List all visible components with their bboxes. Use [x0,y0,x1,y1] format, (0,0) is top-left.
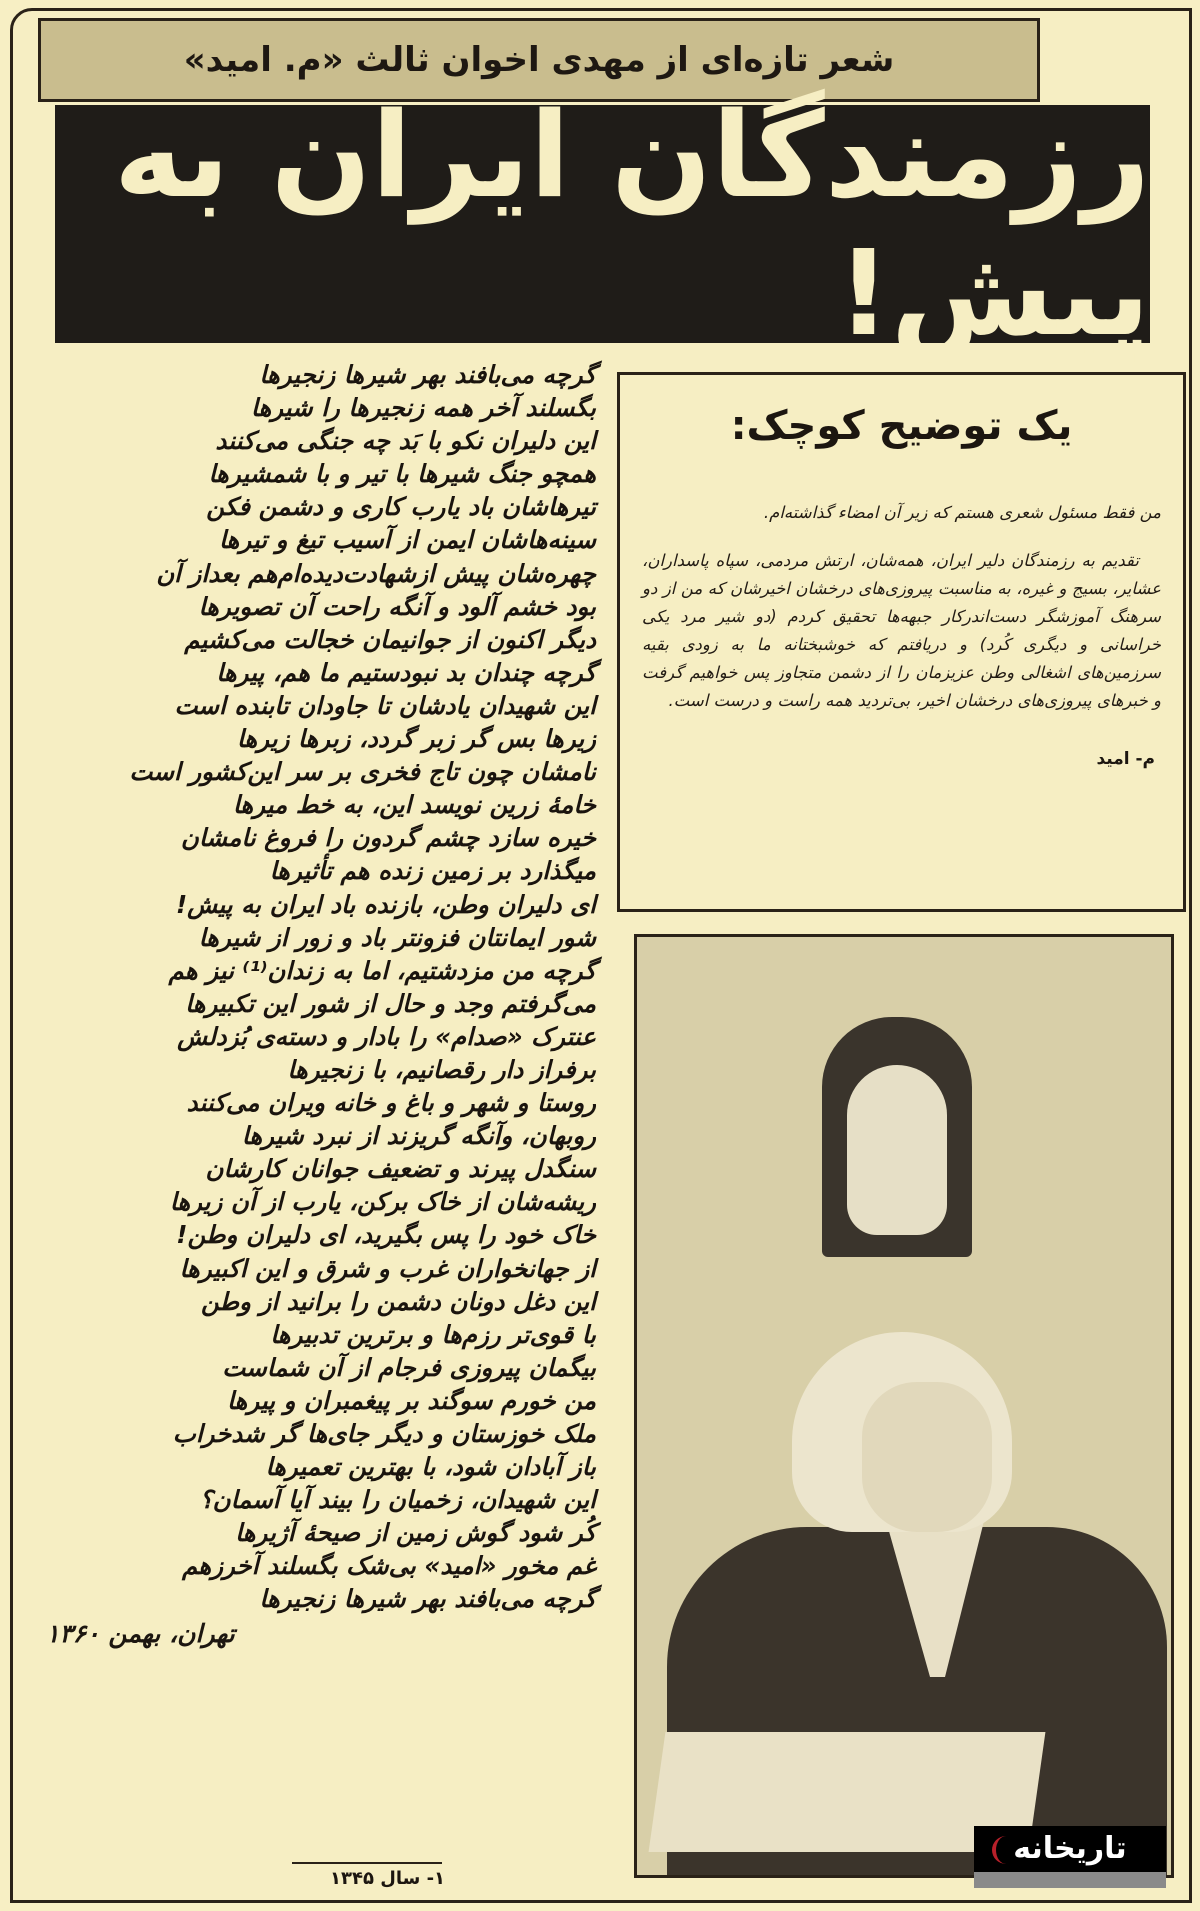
wall-portrait-face [847,1065,947,1235]
poem-line: همچو جنگ شیرها با تیر و با شمشیرها [208,459,596,489]
poem-line: باز آبادان شود، با بهترین تعمیرها [265,1452,596,1482]
poem-line: کُر شود گوش زمین از صیحهٔ آژیرها [235,1518,596,1548]
poem-line: عنترک «صدام» را بادار و دسته‌ی بُزدلش [177,1021,596,1051]
poem-line: تیرهاشان باد یارب کاری و دشمن فکن [206,492,596,522]
explanation-paragraph: من فقط مسئول شعری هستم که زیر آن امضاء گذاشته‌ام. [763,503,1161,522]
poem-line: دیگر اکنون از جوانیمان خجالت می‌کشیم [184,624,596,654]
explanation-signature: م- امید [1096,749,1155,769]
kicker-text: شعر تازه‌ای از مهدی اخوان ثالث «م. امید» [183,40,895,80]
poem-line: سنگدل پیرند و تضعیف جوانان کارشان [205,1154,596,1184]
poem-line: ملک خوزستان و دیگر جای‌ها گر شدخراب [172,1419,596,1448]
poem-line: بیگمان پیروزی فرجام از آن شماست [222,1352,596,1382]
poem-line: گرچه چندان بد نبودستیم ما هم، پیرها [216,657,596,687]
footnote-divider [292,1862,442,1864]
headline-text: رزمندگان ایران به پیش! [113,86,1150,362]
watermark-bar [974,1872,1166,1888]
poem-dateline [36,1616,596,1655]
watermark-logo [974,1826,1166,1888]
poem-line: من خورم سوگند بر پیغمبران و پیرها [226,1385,596,1415]
poem-line: برفراز دار رقصانیم، با زنجیرها [287,1054,596,1084]
poem-line: این دغل دونان دشمن را برانید از وطن [200,1286,596,1316]
poet-photo [634,934,1174,1878]
poem-line: ریشه‌شان از خاک برکن، یارب از آن زیرها [169,1187,596,1217]
poem-line: شور ایمانتان فزونتر باد و زور از شیرها [198,922,596,952]
poem-line: روبهان، وآنگه گریزند از نبرد شیرها [241,1121,596,1151]
poem-line: از جهانخواران غرب و شرق و این اکبیرها [179,1253,596,1283]
poem-line: این شهیدان یادشان تا جاودان تابنده است [174,690,596,720]
poem-line: زیرها بس گر زبر گردد، زبرها زیرها [236,724,596,754]
poem-line: بگسلند آخر همه زنجیرها را شیرها [250,393,596,423]
headline-banner [55,86,1150,362]
poem-line: این شهیدان، زخمیان را بیند آیا آسمان؟ [199,1485,596,1515]
poem-line: روستا و شهر و باغ و خانه ویران می‌کنند [186,1088,596,1118]
poem-line: گرچه می‌بافند بهر شیرها زنجیرها [259,360,596,389]
poem-line: گرچه من مزدشتیم، اما به زندان⁽¹⁾ نیز هم [168,955,596,985]
poem-line: بود خشم آلود و آنگه راحت آن تصویرها [198,591,596,621]
watermark-text: تاریخانه [1013,1831,1127,1866]
explanation-box [617,372,1186,912]
poem-line: ای دلیران وطن، بازنده باد ایران به پیش! [175,889,596,919]
poet-face [862,1382,992,1532]
poem-line: چهره‌شان پیش ازشهادت‌دیده‌ام‌هم بعداز آن [156,558,596,588]
poem-line: خیره سازد چشم گردون را فروغ نامشان [180,823,596,853]
explanation-title: یک توضیح کوچک: [730,403,1073,449]
poem-line: گرچه می‌بافند بهر شیرها زنجیرها [259,1584,596,1614]
poem-line: خامهٔ زرین نویسد این، به خط میرها [232,790,596,820]
footnote: ۱- سال ۱۳۴۵ [330,1868,446,1889]
poem-date: تهران، بهمن ۱۳۶۰ [46,1618,235,1648]
poem-line: می‌گرفتم وجد و حال از شور این تکبیرها [185,988,596,1018]
poem-line: خاک خود را پس بگیرید، ای دلیران وطن! [176,1220,596,1250]
poem-line: میگذارد بر زمین زنده هم تأثیرها [269,856,596,886]
poem-line: این دلیران نکو با بَد چه جنگی می‌کنند [215,426,596,456]
poem-line: نامشان چون تاج فخری بر سر این‌کشور است [129,757,596,787]
poem-line: غم مخور «امید» بی‌شک بگسلند آخرزهم [181,1551,596,1581]
poem-line: با قوی‌تر رزم‌ها و برترین تدبیرها [270,1319,596,1349]
poem-column [36,358,596,1655]
explanation-paragraph: تقدیم به رزمندگان دلیر ایران، همه‌شان، ارتش مردمی، سپاه پاسداران، عشایر، بسیج و غیره، به مناسبت پیروزی‌های درخشان اخیرشان که من از دو سرهنگ آموزشگر دست‌اندرکار جبهه‌ها تحقیق کردم (دو شیر مرد یکی خراسانی و دیگری کُرد) و دریافتم که خوشبختانه ما به زودی بقیه سرزمین‌های اشغالی وطن عزیزمان را از دشمن متجاوز پس خواهیم گرفت و خبرهای پیروزی‌های درخشان اخیر، بی‌تردید همه راست و درست است. [642,551,1161,710]
poem-line: سینه‌هاشان ایمن از آسیب تیغ و تیرها [218,525,596,555]
